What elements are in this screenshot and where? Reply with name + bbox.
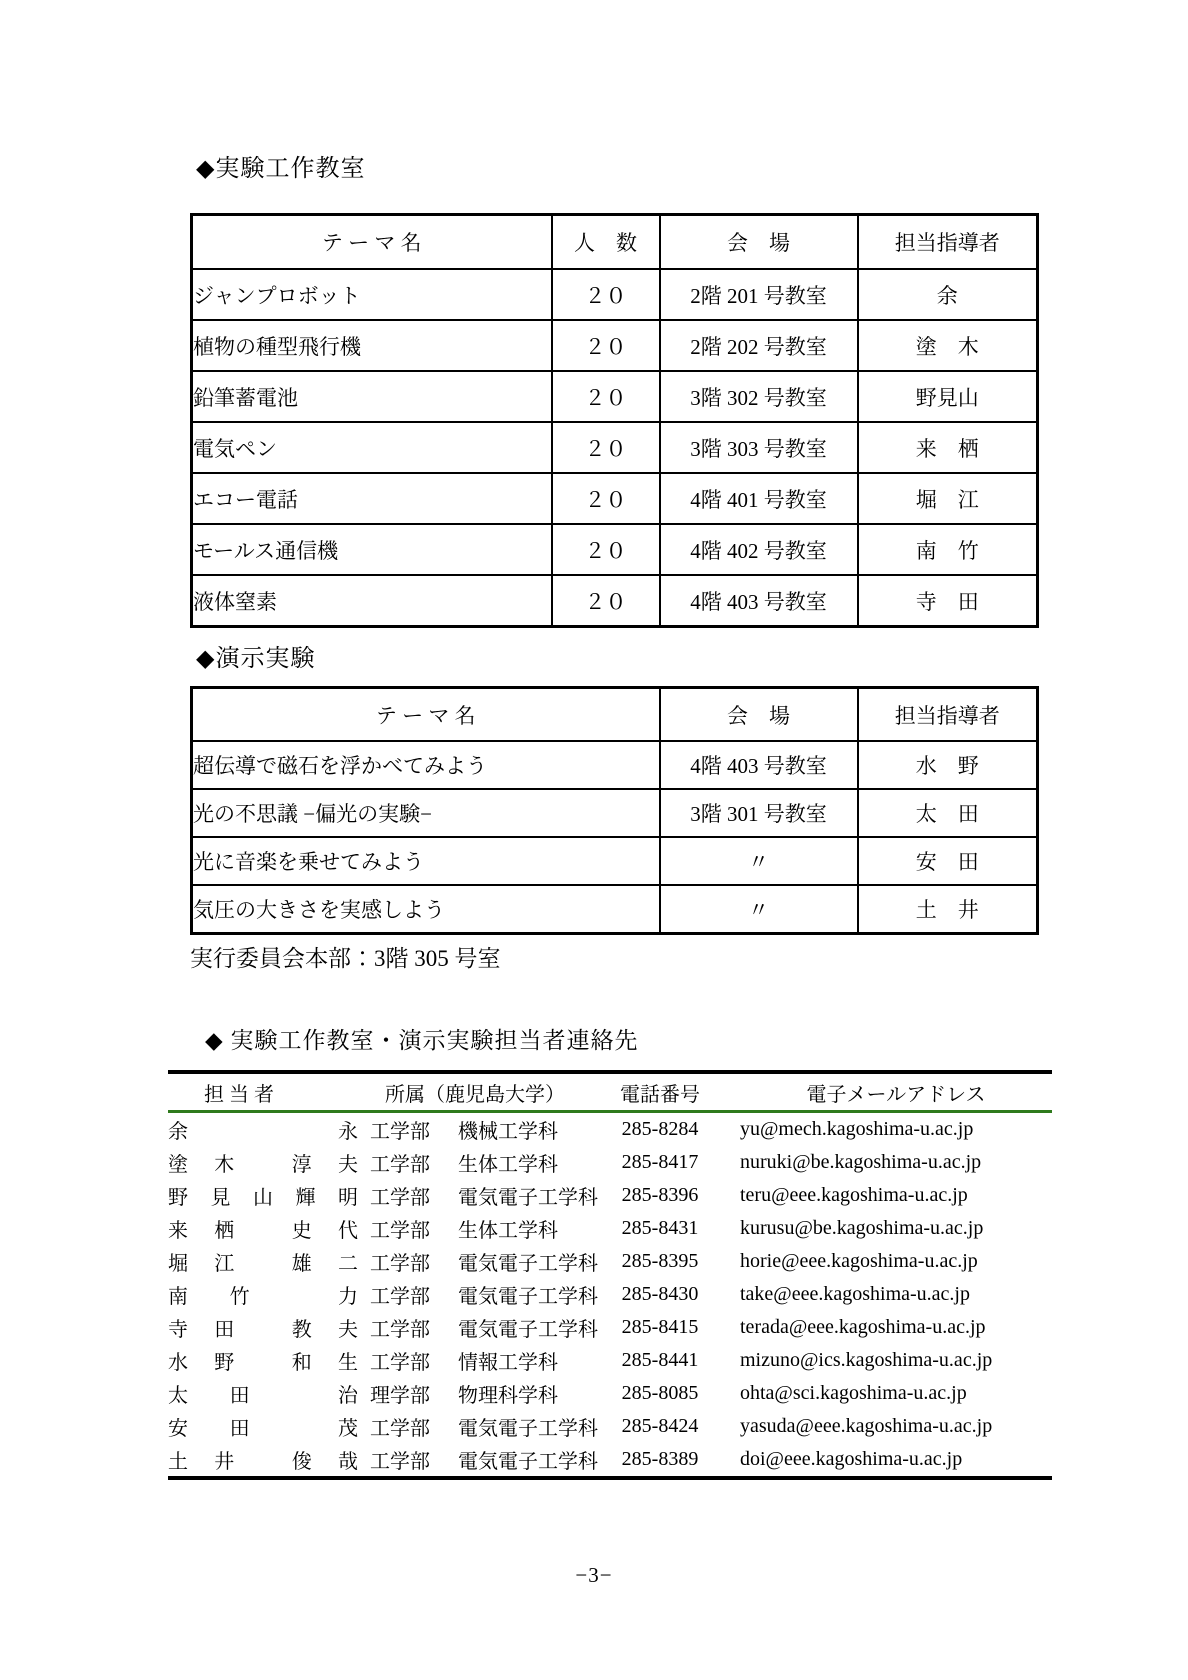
table-row (192, 789, 1038, 837)
theme-cell: 鉛筆蓄電池 (192, 371, 552, 422)
demo-header-row (192, 688, 1038, 742)
theme-cell: 液体窒素 (192, 575, 552, 627)
count-cell: ２０ (552, 473, 660, 524)
contact-row (168, 1344, 1052, 1377)
contact-phone: 285-8417 (621, 1151, 699, 1173)
theme-cell: エコー電話 (192, 473, 552, 524)
contact-row (168, 1377, 1052, 1410)
theme-cell: 超伝導で磁石を浮かべてみよう (192, 741, 660, 789)
contacts-header-name: 担 当 者 (168, 1072, 370, 1112)
contact-name: 塗木 淳夫 (168, 1154, 358, 1176)
demo-header-theme: テ ー マ 名 (192, 688, 660, 742)
workshop-table (190, 213, 1039, 628)
contact-phone: 285-8284 (621, 1118, 699, 1140)
contact-row (168, 1410, 1052, 1443)
contact-affiliation: 工学部 電気電子工学科 (370, 1418, 598, 1440)
ditto-mark: 〃 (660, 885, 858, 934)
contact-email: mizuno@ics.kagoshima-u.ac.jp (740, 1349, 993, 1371)
table-row (192, 422, 1038, 473)
contact-email: doi@eee.kagoshima-u.ac.jp (740, 1448, 963, 1470)
venue-cell: 3階 302 号教室 (660, 371, 858, 422)
theme-cell: モールス通信機 (192, 524, 552, 575)
contact-name: 来栖 史代 (168, 1220, 358, 1242)
instructor-cell: 寺 田 (858, 575, 1038, 627)
contact-row (168, 1278, 1052, 1311)
venue-cell: 3階 303 号教室 (660, 422, 858, 473)
contact-name: 野見山輝明 (168, 1187, 358, 1209)
contact-affiliation: 工学部 生体工学科 (370, 1220, 558, 1242)
ditto-mark: 〃 (660, 837, 858, 885)
demo-section-heading: ◆演示実験 (196, 646, 316, 672)
contact-email: yasuda@eee.kagoshima-u.ac.jp (740, 1415, 993, 1437)
theme-cell: 光の不思議 −偏光の実験− (192, 789, 660, 837)
venue-cell: 4階 401 号教室 (660, 473, 858, 524)
contact-row (168, 1112, 1052, 1147)
contact-affiliation: 工学部 機械工学科 (370, 1121, 558, 1143)
contact-email: yu@mech.kagoshima-u.ac.jp (740, 1118, 974, 1140)
contact-phone: 285-8389 (621, 1448, 699, 1470)
instructor-cell: 野見山 (858, 371, 1038, 422)
instructor-cell: 余 (858, 269, 1038, 320)
contact-name: 南竹 力 (168, 1286, 358, 1308)
contact-affiliation: 工学部 生体工学科 (370, 1154, 558, 1176)
table-row (192, 524, 1038, 575)
workshop-header-count: 人 数 (552, 215, 660, 270)
contact-affiliation: 工学部 電気電子工学科 (370, 1253, 598, 1275)
contact-name: 太田 治 (168, 1385, 358, 1407)
workshop-header-instructor: 担当指導者 (858, 215, 1038, 270)
contact-affiliation: 工学部 情報工学科 (370, 1352, 558, 1374)
contact-row (168, 1179, 1052, 1212)
count-cell: ２０ (552, 320, 660, 371)
contact-phone: 285-8085 (621, 1382, 699, 1404)
contact-affiliation: 理学部 物理科学科 (370, 1385, 558, 1407)
contacts-header-email: 電子メールアドレス (740, 1072, 1052, 1112)
contact-name: 余 永 (168, 1121, 358, 1143)
contacts-table (168, 1070, 1052, 1480)
count-cell: ２０ (552, 422, 660, 473)
contact-email: nuruki@be.kagoshima-u.ac.jp (740, 1151, 982, 1173)
workshop-section-heading: ◆実験工作教室 (196, 156, 366, 182)
contact-name: 堀江 雄二 (168, 1253, 358, 1275)
venue-cell: 2階 201 号教室 (660, 269, 858, 320)
contact-row (168, 1212, 1052, 1245)
venue-cell: 4階 402 号教室 (660, 524, 858, 575)
venue-cell: 4階 403 号教室 (660, 741, 858, 789)
theme-cell: 光に音楽を乗せてみよう (192, 837, 660, 885)
count-cell: ２０ (552, 575, 660, 627)
contact-phone: 285-8396 (621, 1184, 699, 1206)
contact-email: kurusu@be.kagoshima-u.ac.jp (740, 1217, 984, 1239)
contact-email: horie@eee.kagoshima-u.ac.jp (740, 1250, 978, 1272)
table-row (192, 837, 1038, 885)
contact-row (168, 1245, 1052, 1278)
instructor-cell: 来 栖 (858, 422, 1038, 473)
table-row (192, 885, 1038, 934)
venue-cell: 3階 301 号教室 (660, 789, 858, 837)
count-cell: ２０ (552, 371, 660, 422)
headquarters-note: 実行委員会本部：3階 305 号室 (190, 946, 501, 971)
contact-affiliation: 工学部 電気電子工学科 (370, 1286, 598, 1308)
contact-name: 土井 俊哉 (168, 1451, 358, 1473)
table-row (192, 473, 1038, 524)
contact-phone: 285-8395 (621, 1250, 699, 1272)
contacts-header-phone: 電話番号 (580, 1072, 740, 1112)
instructor-cell: 堀 江 (858, 473, 1038, 524)
instructor-cell: 南 竹 (858, 524, 1038, 575)
table-row (192, 320, 1038, 371)
contact-phone: 285-8415 (621, 1316, 699, 1338)
theme-cell: ジャンプロボット (192, 269, 552, 320)
theme-cell: 植物の種型飛行機 (192, 320, 552, 371)
instructor-cell: 土 井 (858, 885, 1038, 934)
instructor-cell: 安 田 (858, 837, 1038, 885)
contact-affiliation: 工学部 電気電子工学科 (370, 1451, 598, 1473)
theme-cell: 気圧の大きさを実感しよう (192, 885, 660, 934)
workshop-header-theme: テ ー マ 名 (192, 215, 552, 270)
contact-name: 寺田 教夫 (168, 1319, 358, 1341)
contact-phone: 285-8441 (621, 1349, 699, 1371)
table-row (192, 371, 1038, 422)
table-row (192, 269, 1038, 320)
demo-header-venue: 会 場 (660, 688, 858, 742)
contact-name: 水野 和生 (168, 1352, 358, 1374)
demo-table (190, 686, 1039, 935)
contacts-header-row (168, 1072, 1052, 1112)
instructor-cell: 水 野 (858, 741, 1038, 789)
contact-phone: 285-8430 (621, 1283, 699, 1305)
page-number: −3− (575, 1563, 613, 1587)
contacts-section-heading: ◆ 実験工作教室・演示実験担当者連絡先 (205, 1028, 639, 1053)
contact-row (168, 1443, 1052, 1478)
venue-cell: 4階 403 号教室 (660, 575, 858, 627)
contact-name: 安田 茂 (168, 1418, 358, 1440)
contact-email: ohta@sci.kagoshima-u.ac.jp (740, 1382, 967, 1404)
contact-row (168, 1146, 1052, 1179)
table-row (192, 741, 1038, 789)
table-row (192, 575, 1038, 627)
contact-row (168, 1311, 1052, 1344)
contact-affiliation: 工学部 電気電子工学科 (370, 1319, 598, 1341)
instructor-cell: 塗 木 (858, 320, 1038, 371)
contact-affiliation: 工学部 電気電子工学科 (370, 1187, 598, 1209)
venue-cell: 2階 202 号教室 (660, 320, 858, 371)
theme-cell: 電気ペン (192, 422, 552, 473)
contact-phone: 285-8424 (621, 1415, 699, 1437)
instructor-cell: 太 田 (858, 789, 1038, 837)
count-cell: ２０ (552, 524, 660, 575)
contact-email: terada@eee.kagoshima-u.ac.jp (740, 1316, 986, 1338)
workshop-header-row (192, 215, 1038, 270)
count-cell: ２０ (552, 269, 660, 320)
contact-email: take@eee.kagoshima-u.ac.jp (740, 1283, 970, 1305)
contact-email: teru@eee.kagoshima-u.ac.jp (740, 1184, 968, 1206)
workshop-header-venue: 会 場 (660, 215, 858, 270)
contacts-header-affiliation: 所属（鹿児島大学） (370, 1072, 580, 1112)
demo-header-instructor: 担当指導者 (858, 688, 1038, 742)
contact-phone: 285-8431 (621, 1217, 699, 1239)
